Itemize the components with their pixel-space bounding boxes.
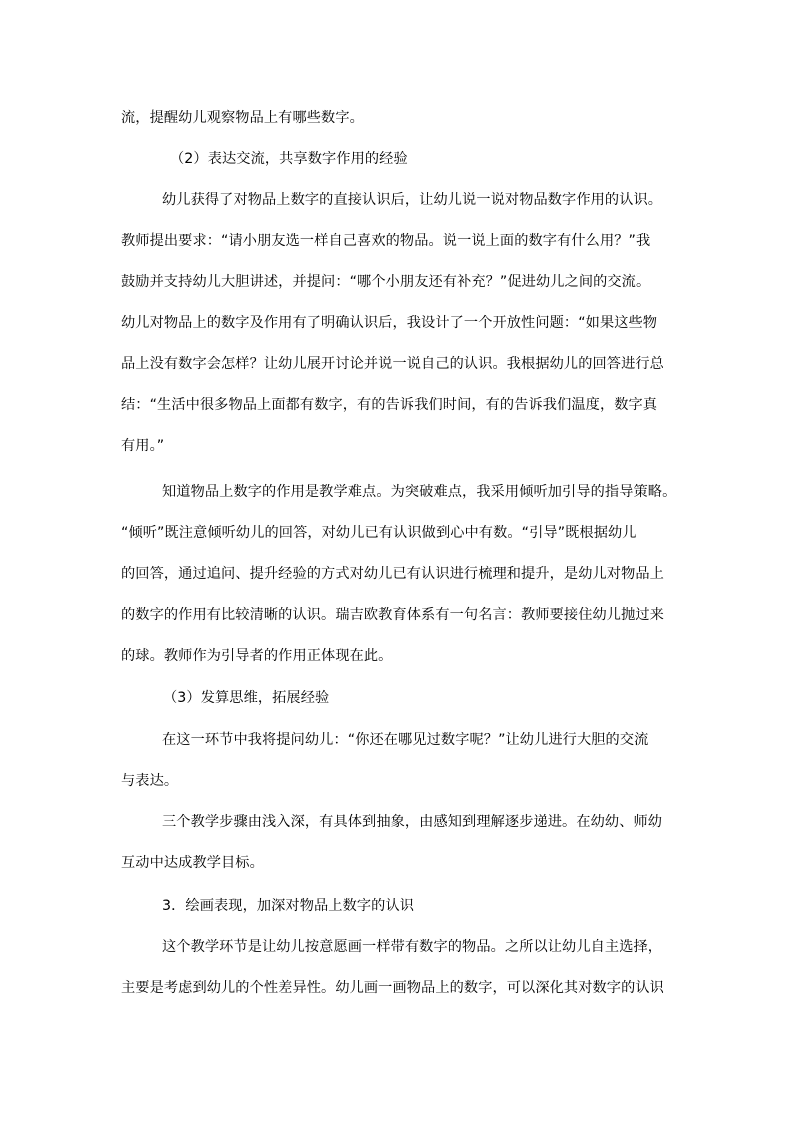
paragraph-line: “倾听”既注意倾听幼儿的回答，对幼儿已有认识做到心中有数。“引导”既根据幼儿: [121, 525, 637, 541]
paragraph-line: 这个教学环节是让幼儿按意愿画一样带有数字的物品。之所以让幼儿自主选择，: [162, 939, 663, 955]
paragraph-line: 的回答，通过追问、提升经验的方式对幼儿已有认识进行梳理和提升，是幼儿对物品上: [121, 566, 664, 582]
paragraph-line: 鼓励并支持幼儿大胆讲述，并提问：“哪个小朋友还有补充？”促进幼儿之间的交流。: [121, 274, 651, 290]
paragraph-line: 三个教学步骤由浅入深，有具体到抽象，由感知到理解逐步递进。在幼幼、师幼: [162, 814, 663, 830]
paragraph-line: 结：“生活中很多物品上面都有数字，有的告诉我们时间，有的告诉我们温度，数字真: [121, 397, 658, 413]
section-heading-3: （3）发算思维，拓展经验: [163, 690, 330, 706]
section-heading-step-3: 3．绘画表现，加深对物品上数字的认识: [162, 898, 415, 914]
paragraph-line: 的球。教师作为引导者的作用正体现在此。: [121, 648, 393, 664]
paragraph-line: 与表达。: [121, 773, 179, 789]
section-heading-2: （2）表达交流，共享数字作用的经验: [170, 151, 408, 167]
paragraph-line: 互动中达成教学目标。: [121, 855, 264, 871]
paragraph-line: 主要是考虑到幼儿的个性差异性。幼儿画一画物品上的数字，可以深化其对数字的认识: [121, 980, 664, 996]
paragraph-line: 有用。”: [121, 438, 165, 454]
paragraph-line: 幼儿获得了对物品上数字的直接认识后，让幼儿说一说对物品数字作用的认识。: [162, 192, 663, 208]
paragraph-line: 流，提醒幼儿观察物品上有哪些数字。: [121, 110, 364, 126]
paragraph-line: 幼儿对物品上的数字及作用有了明确认识后，我设计了一个开放性问题：“如果这些物: [121, 315, 658, 331]
paragraph-line: 品上没有数字会怎样？让幼儿展开讨论并说一说自己的认识。我根据幼儿的回答进行总: [121, 356, 664, 372]
paragraph-line: 在这一环节中我将提问幼儿：“你还在哪见过数字呢？”让幼儿进行大胆的交流: [162, 732, 649, 748]
paragraph-line: 的数字的作用有比较清晰的认识。瑞吉欧教育体系有一句名言：教师要接住幼儿抛过来: [121, 607, 664, 623]
paragraph-line: 知道物品上数字的作用是教学难点。为突破难点，我采用倾听加引导的指导策略。: [162, 484, 677, 500]
paragraph-line: 教师提出要求：“请小朋友选一样自己喜欢的物品。说一说上面的数字有什么用？”我: [121, 233, 651, 249]
